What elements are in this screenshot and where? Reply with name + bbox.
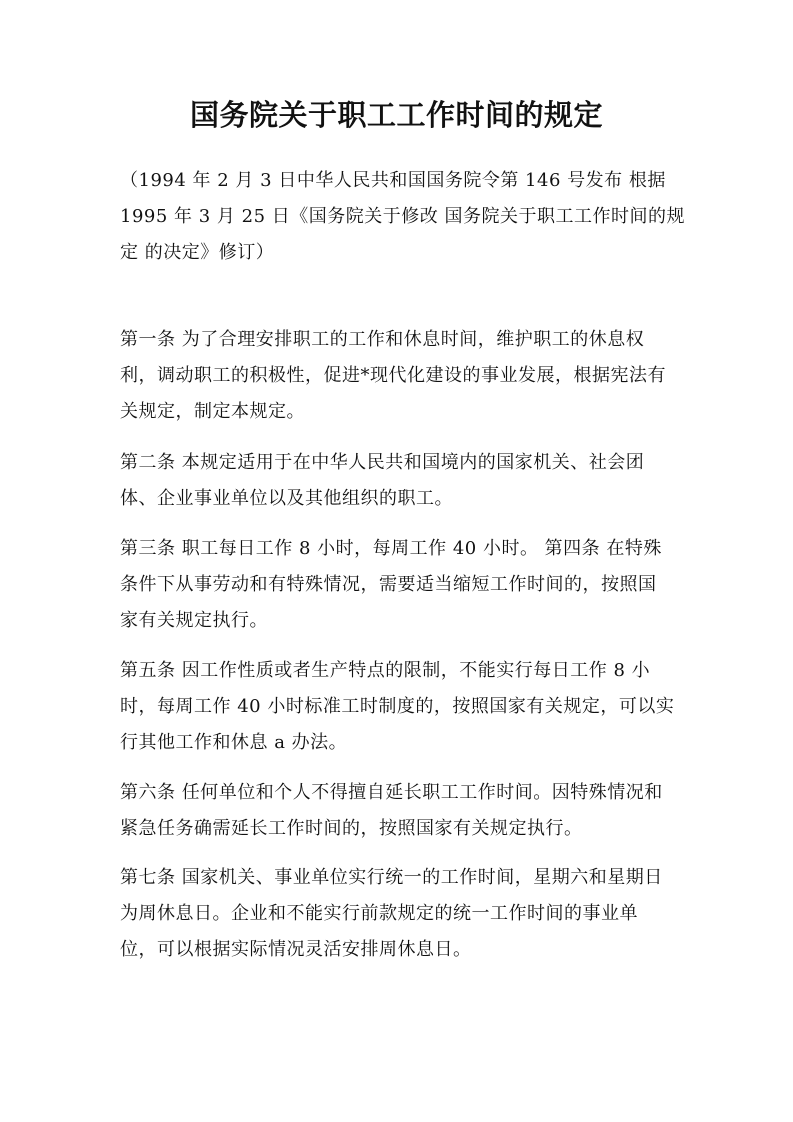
article-line: 第六条 任何单位和个人不得擅自延长职工工作时间。因特殊情况和 bbox=[120, 782, 663, 803]
preamble-paragraph bbox=[120, 163, 685, 271]
article-1-paragraph bbox=[120, 322, 676, 430]
article-line: 紧急任务确需延长工作时间的，按照国家有关规定执行。 bbox=[120, 818, 583, 839]
article-line: 行其他工作和休息 a 办法。 bbox=[120, 732, 348, 753]
article-line: 位，可以根据实际情况灵活安排周休息日。 bbox=[120, 939, 472, 960]
article-line: 条件下从事劳动和有特殊情况，需要适当缩短工作时间的，按照国 bbox=[120, 574, 657, 595]
article-line: 体、企业事业单位以及其他组织的职工。 bbox=[120, 488, 453, 509]
article-line: 第二条 本规定适用于在中华人民共和国境内的国家机关、社会团 bbox=[120, 452, 645, 473]
article-line: 关规定，制定本规定。 bbox=[120, 401, 305, 422]
article-line: 时，每周工作 40 小时标准工时制度的，按照国家有关规定，可以实 bbox=[120, 696, 675, 717]
article-line: 第五条 因工作性质或者生产特点的限制，不能实行每日工作 8 小 bbox=[120, 660, 651, 681]
article-6-paragraph bbox=[120, 775, 676, 847]
preamble-line: 1995 年 3 月 25 日《国务院关于修改 国务院关于职工工作时间的规 bbox=[120, 206, 685, 227]
article-line: 利，调动职工的积极性，促进*现代化建设的事业发展，根据宪法有 bbox=[120, 365, 666, 386]
preamble-line: 定 的决定》修订） bbox=[120, 242, 275, 263]
preamble-line: （1994 年 2 月 3 日中华人民共和国国务院令第 146 号发布 根据 bbox=[120, 170, 666, 191]
article-line: 家有关规定执行。 bbox=[120, 610, 268, 631]
document-title: 国务院关于职工工作时间的规定 bbox=[189, 98, 603, 132]
article-line: 第一条 为了合理安排职工的工作和休息时间，维护职工的休息权 bbox=[120, 329, 645, 350]
article-3-4-paragraph bbox=[120, 531, 676, 639]
article-2-paragraph bbox=[120, 445, 676, 517]
article-line: 为周休息日。企业和不能实行前款规定的统一工作时间的事业单 bbox=[120, 903, 638, 924]
article-line: 第三条 职工每日工作 8 小时，每周工作 40 小时。 第四条 在特殊 bbox=[120, 538, 662, 559]
article-line: 第七条 国家机关、事业单位实行统一的工作时间，星期六和星期日 bbox=[120, 867, 663, 888]
article-5-paragraph bbox=[120, 653, 676, 761]
article-7-paragraph bbox=[120, 860, 676, 968]
